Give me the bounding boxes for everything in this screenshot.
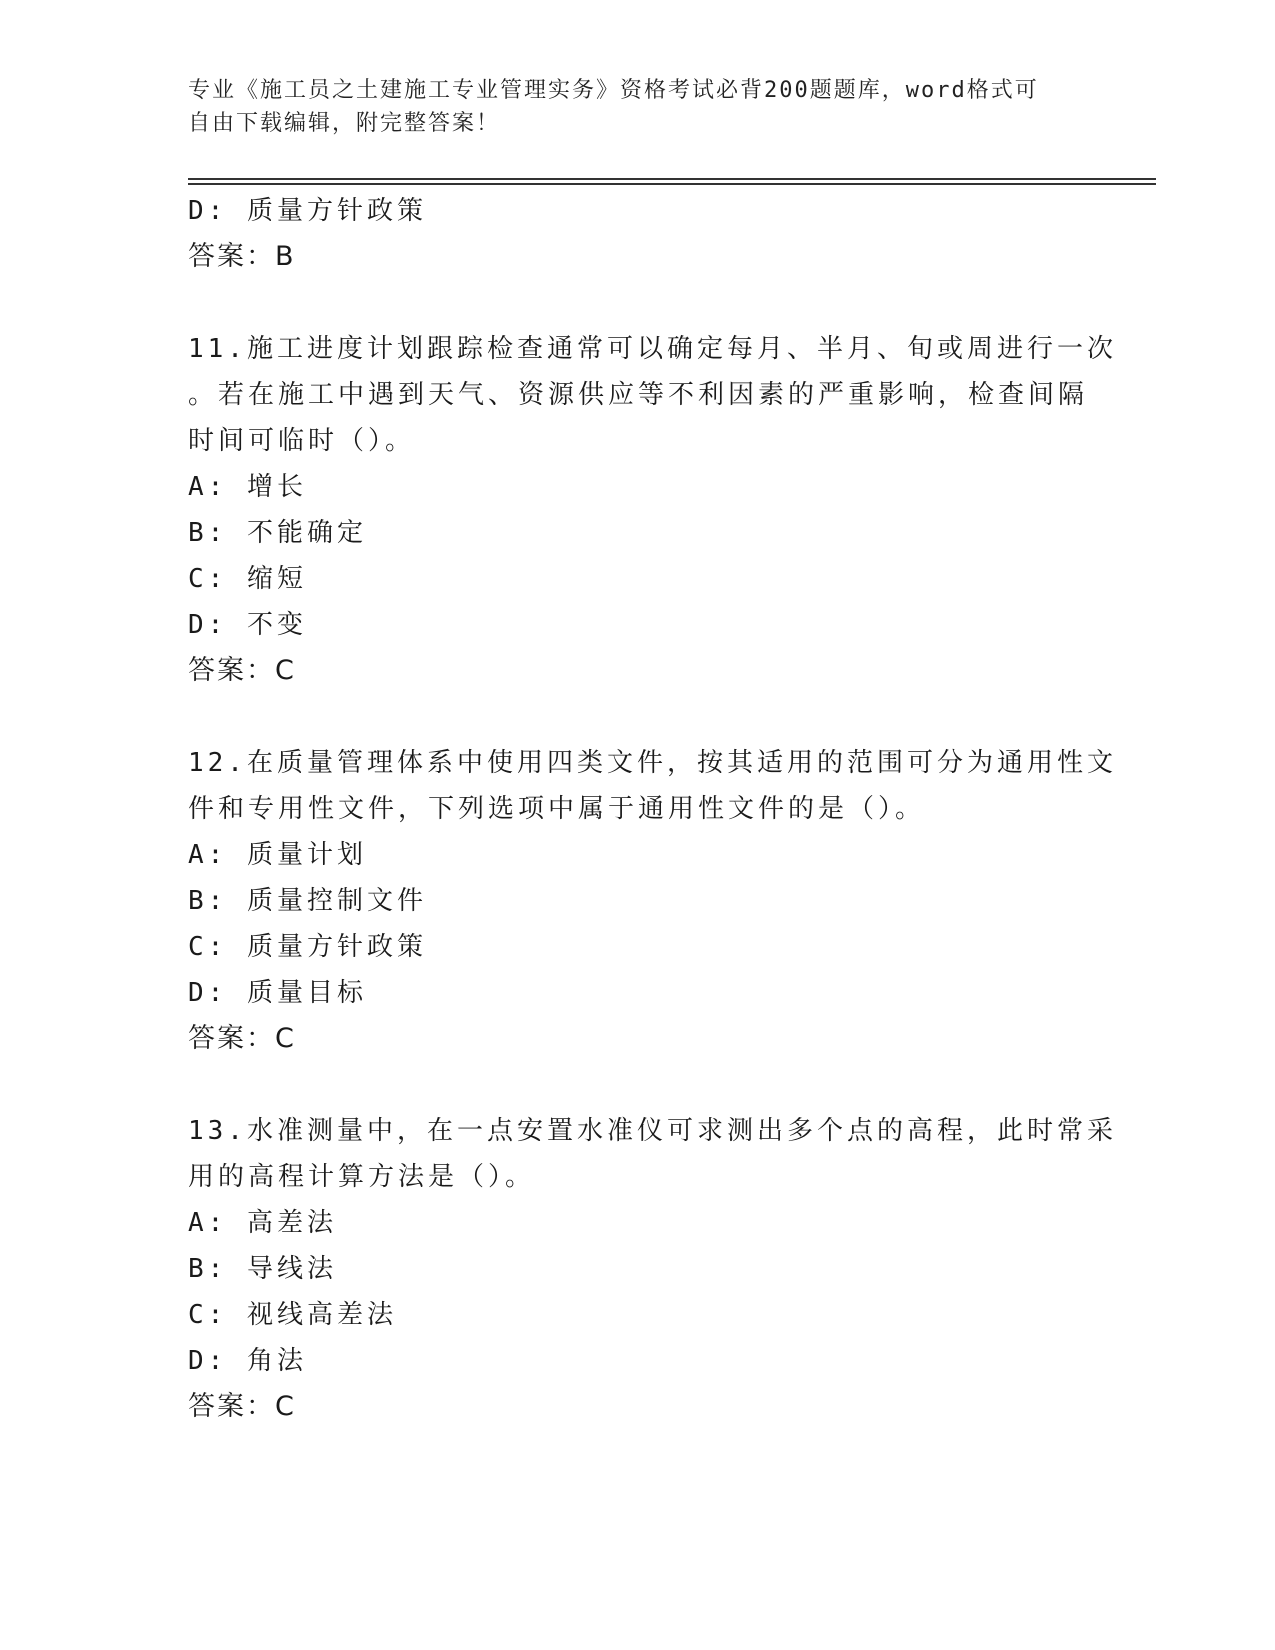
option-b: B: 质量控制文件 — [188, 886, 427, 916]
option-c: C: 视线高差法 — [188, 1300, 397, 1330]
question-stem-line: 11.施工进度计划跟踪检查通常可以确定每月、半月、旬或周进行一次 — [188, 334, 1117, 364]
question-stem-line: 时间可临时（）。 — [188, 426, 416, 456]
option-d: D: 质量方针政策 — [188, 196, 427, 226]
option-d: D: 质量目标 — [188, 978, 367, 1008]
question-stem-line: 。若在施工中遇到天气、资源供应等不利因素的严重影响，检查间隔 — [188, 380, 1089, 410]
question-stem-line: 用的高程计算方法是（）。 — [188, 1162, 536, 1192]
question-11 — [188, 326, 1117, 694]
answer-line: 答案：C — [188, 1023, 296, 1054]
option-a: A: 增长 — [188, 472, 307, 502]
header-divider-top — [188, 178, 1156, 180]
option-c: C: 缩短 — [188, 564, 307, 594]
header-line-1: 专业《施工员之土建施工专业管理实务》资格考试必背200题题库，word格式可 — [188, 78, 1039, 103]
answer-line: 答案：C — [188, 1391, 296, 1422]
header-divider-bottom — [188, 183, 1156, 185]
previous-question-tail — [188, 188, 1088, 280]
document-body — [188, 188, 1117, 1430]
option-c: C: 质量方针政策 — [188, 932, 427, 962]
question-stem-line: 12.在质量管理体系中使用四类文件，按其适用的范围可分为通用性文 — [188, 748, 1117, 778]
option-d: D: 角法 — [188, 1346, 307, 1376]
option-a: A: 质量计划 — [188, 840, 367, 870]
spacer — [188, 280, 1088, 326]
option-b: B: 不能确定 — [188, 518, 367, 548]
option-d: D: 不变 — [188, 610, 307, 640]
answer-line: 答案：B — [188, 241, 296, 272]
question-12 — [188, 740, 1117, 1062]
spacer — [188, 1062, 1088, 1108]
header-line-2: 自由下载编辑，附完整答案！ — [188, 111, 501, 136]
spacer — [188, 694, 1088, 740]
answer-line: 答案：C — [188, 655, 296, 686]
question-stem-line: 13.水准测量中，在一点安置水准仪可求测出多个点的高程，此时常采 — [188, 1116, 1117, 1146]
page-header — [188, 74, 1068, 140]
option-a: A: 高差法 — [188, 1208, 337, 1238]
question-13 — [188, 1108, 1117, 1430]
question-stem-line: 件和专用性文件，下列选项中属于通用性文件的是（）。 — [188, 794, 926, 824]
option-b: B: 导线法 — [188, 1254, 337, 1284]
